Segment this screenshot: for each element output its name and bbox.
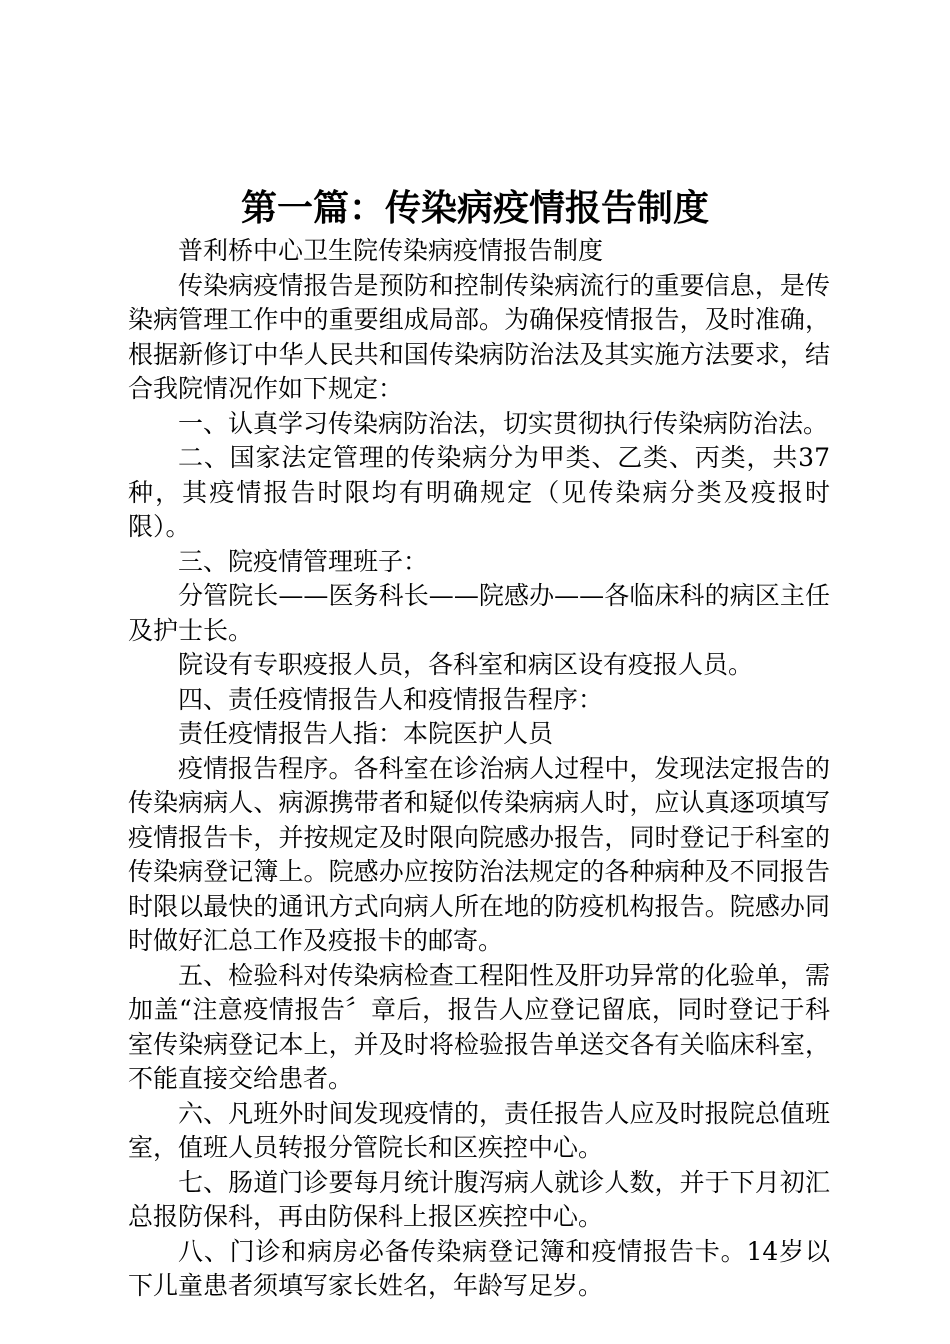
- paragraph-subtitle: 普利桥中心卫生院传染病疫情报告制度: [178, 236, 604, 265]
- paragraph-item-1: 一、认真学习传染病防治法，切实贯彻执行传染病防治法。: [178, 408, 829, 438]
- paragraph-item-4: 四、责任疫情报告人和疫情报告程序：: [178, 684, 604, 714]
- paragraph-item-8: 八、门诊和病房必备传染病登记簿和疫情报告卡。14岁以下儿童患者须填写家长姓名，年龄写足岁。: [128, 1236, 830, 1300]
- paragraph-procedure: 疫情报告程序。各科室在诊治病人过程中，发现法定报告的传染病病人、病源携带者和疑似传染病病人时，应认真逐项填写疫情报告卡，并按规定及时限向院感办报告，同时登记于科室的传染病登记簿上。院感办应按防治法规定的各种病种及不同报告时限以最快的通讯方式向病人所在地的防疫机构报告。院感办同时做好汇总工作及疫报卡的邮寄。: [128, 753, 830, 955]
- paragraph-item-6: 六、凡班外时间发现疫情的，责任报告人应及时报院总值班室，值班人员转报分管院长和区疾控中心。: [128, 1098, 830, 1162]
- paragraph-item-5: 五、检验科对传染病检查工程阳性及肝功异常的化验单，需加盖“注意疫情报告〞章后，报告人应登记留底，同时登记于科室传染病登记本上，并及时将检验报告单送交各有关临床科室，不能直接交给患者。: [128, 960, 830, 1093]
- paragraph-item-3: 三、院疫情管理班子：: [178, 546, 429, 576]
- paragraph-staff: 院设有专职疫报人员，各科室和病区设有疫报人员。: [178, 650, 754, 679]
- paragraph-item-7: 七、肠道门诊要每月统计腹泻病人就诊人数，并于下月初汇总报防保科，再由防保科上报区疾控中心。: [128, 1167, 830, 1231]
- paragraph-hierarchy: 分管院长——医务科长——院感办——各临床科的病区主任及护士长。: [128, 581, 830, 645]
- paragraph-intro: 传染病疫情报告是预防和控制传染病流行的重要信息，是传染病管理工作中的重要组成局部。为确保疫情报告，及时准确，根据新修订中华人民共和国传染病防治法及其实施方法要求，结合我院情况作如下规定：: [128, 270, 830, 403]
- document-body: [128, 234, 830, 1304]
- document-title: 第一篇：传染病疫情报告制度: [240, 187, 709, 229]
- paragraph-item-2: 二、国家法定管理的传染病分为甲类、乙类、丙类，共37种，其疫情报告时限均有明确规定（见传染病分类及疫报时限）。: [128, 443, 830, 541]
- paragraph-reporter: 责任疫情报告人指：本院医护人员: [178, 719, 554, 748]
